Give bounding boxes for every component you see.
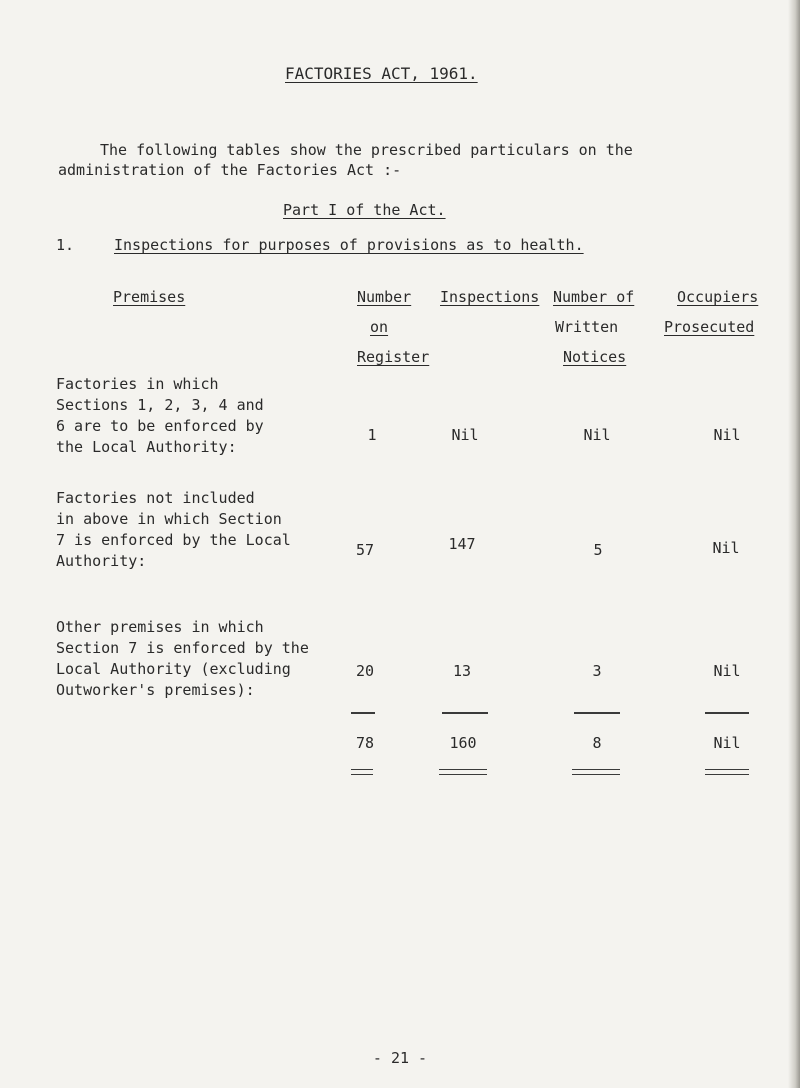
double-rule-register bbox=[351, 769, 373, 775]
row-2-notices: 5 bbox=[593, 541, 603, 559]
row-3-prosecuted: Nil bbox=[713, 662, 741, 680]
row-2-register: 57 bbox=[355, 541, 375, 559]
row-3-notices: 3 bbox=[592, 662, 602, 680]
header-notices: Notices bbox=[563, 348, 627, 366]
total-prosecuted: Nil bbox=[713, 734, 741, 752]
total-notices: 8 bbox=[592, 734, 602, 752]
header-written: Written bbox=[555, 318, 619, 336]
intro-line-2: administration of the Factories Act :- bbox=[58, 161, 402, 179]
header-premises: Premises bbox=[113, 288, 186, 306]
row-3-register: 20 bbox=[355, 662, 375, 680]
double-rule-inspections bbox=[439, 769, 487, 775]
document-title: FACTORIES ACT, 1961. bbox=[285, 64, 478, 83]
page-number: - 21 - bbox=[372, 1049, 428, 1067]
header-number: Number bbox=[357, 288, 412, 306]
total-inspections: 160 bbox=[449, 734, 477, 752]
row-2-inspections: 147 bbox=[448, 535, 476, 553]
row-3-premises: Other premises in which Section 7 is enforced by the Local Authority (excluding Outworker's premises): bbox=[56, 618, 309, 699]
row-1-prosecuted: Nil bbox=[713, 426, 741, 444]
header-register: Register bbox=[357, 348, 430, 366]
section-number: 1. bbox=[56, 236, 75, 254]
row-1-premises: Factories in which Sections 1, 2, 3, 4 and 6 are to be enforced by the Local Authority: bbox=[56, 375, 264, 456]
intro-line-1: The following tables show the prescribed particulars on the bbox=[100, 141, 633, 159]
double-rule-notices bbox=[572, 769, 620, 775]
header-occupiers: Occupiers bbox=[677, 288, 759, 306]
row-3-inspections: 13 bbox=[452, 662, 472, 680]
row-2-prosecuted: Nil bbox=[712, 539, 740, 557]
header-prosecuted: Prosecuted bbox=[664, 318, 755, 336]
sum-rule-prosecuted bbox=[705, 712, 749, 714]
section-heading: Inspections for purposes of provisions as to health. bbox=[114, 236, 584, 254]
part-heading: Part I of the Act. bbox=[283, 201, 446, 219]
row-1-register: 1 bbox=[367, 426, 377, 444]
header-number-of: Number of bbox=[553, 288, 635, 306]
row-2-premises: Factories not included in above in which Section 7 is enforced by the Local Authority: bbox=[56, 489, 291, 570]
row-1-notices: Nil bbox=[583, 426, 611, 444]
sum-rule-register bbox=[351, 712, 375, 714]
header-on: on bbox=[370, 318, 389, 336]
page-edge-shadow bbox=[788, 0, 800, 1088]
sum-rule-inspections bbox=[442, 712, 488, 714]
total-register: 78 bbox=[355, 734, 375, 752]
sum-rule-notices bbox=[574, 712, 620, 714]
row-1-inspections: Nil bbox=[451, 426, 479, 444]
double-rule-prosecuted bbox=[705, 769, 749, 775]
header-inspections: Inspections bbox=[440, 288, 540, 306]
